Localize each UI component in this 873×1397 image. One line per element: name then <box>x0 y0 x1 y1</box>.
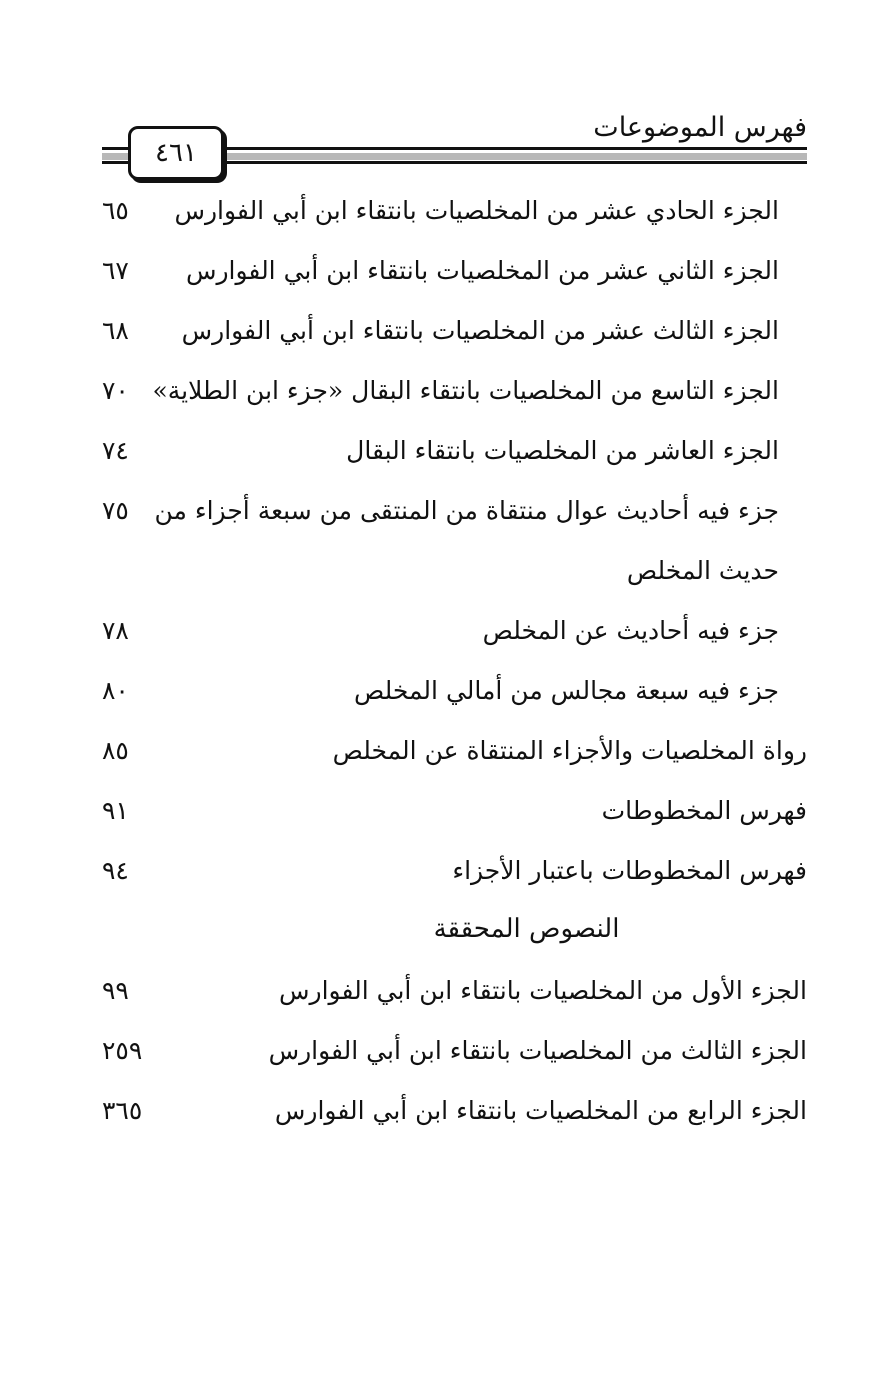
toc-entry <box>90 316 807 356</box>
toc-entry <box>90 796 807 836</box>
toc-entry-page: ٣٦٥ <box>102 1096 143 1125</box>
toc-entry-title: الجزء التاسع من المخلصيات بانتقاء البقال «جزء ابن الطلاية» <box>152 376 779 405</box>
toc-entry-page: ٢٥٩ <box>102 1036 143 1065</box>
toc-entry <box>90 1096 807 1136</box>
toc-entry-page: ٩٩ <box>102 976 129 1005</box>
toc-entry <box>90 496 807 536</box>
toc-entry-title: الجزء الرابع من المخلصيات بانتقاء ابن أبي الفوارس <box>274 1096 807 1125</box>
toc-entry-page: ٨٠ <box>102 676 129 705</box>
toc-entry-page: ٨٥ <box>102 736 129 765</box>
toc-entry-title: جزء فيه أحاديث عوال منتقاة من المنتقى من سبعة أجزاء من <box>154 496 779 525</box>
toc-entry-page: ٦٥ <box>102 196 129 225</box>
toc-entry-page: ٧٤ <box>102 436 129 465</box>
toc-entry-title: جزء فيه سبعة مجالس من أمالي المخلص <box>353 676 779 705</box>
toc-entry-title: حديث المخلص <box>626 556 779 585</box>
toc-entry-title: الجزء الثالث عشر من المخلصيات بانتقاء ابن أبي الفوارس <box>181 316 779 345</box>
page-number-box <box>128 126 224 180</box>
toc-entry-page: ٩١ <box>102 796 129 825</box>
toc-entry <box>90 256 807 296</box>
page-number: ٤٦١ <box>155 138 197 168</box>
section-heading <box>0 914 873 944</box>
toc-entry-page: ٩٤ <box>102 856 129 885</box>
toc-entry <box>90 856 807 896</box>
toc-entry-title: الجزء الثاني عشر من المخلصيات بانتقاء ابن أبي الفوارس <box>185 256 779 285</box>
toc-entry-title: الجزء الأول من المخلصيات بانتقاء ابن أبي الفوارس <box>279 976 807 1005</box>
toc-entry-page: ٧٨ <box>102 616 129 645</box>
toc-entry <box>90 976 807 1016</box>
toc-entry <box>90 616 807 656</box>
section-heading-text: النصوص المحققة <box>433 914 620 944</box>
toc-entry <box>90 436 807 476</box>
toc-entry-title: الجزء الثالث من المخلصيات بانتقاء ابن أبي الفوارس <box>268 1036 807 1065</box>
toc-entry-title: جزء فيه أحاديث عن المخلص <box>482 616 779 645</box>
toc-entry-title: رواة المخلصيات والأجزاء المنتقاة عن المخلص <box>332 736 807 765</box>
toc-entry <box>90 1036 807 1076</box>
toc-entry <box>90 676 807 716</box>
toc-entry <box>90 376 807 416</box>
toc-entry-page: ٦٧ <box>102 256 129 285</box>
toc-entry-continuation <box>90 556 807 596</box>
toc-entry <box>90 736 807 776</box>
toc-entry-title: فهرس المخطوطات <box>601 796 807 825</box>
toc-entry-title: الجزء العاشر من المخلصيات بانتقاء البقال <box>346 436 779 465</box>
toc-entry-title: فهرس المخطوطات باعتبار الأجزاء <box>452 856 807 885</box>
toc-entry-page: ٧٠ <box>102 376 129 405</box>
running-header-title: فهرس الموضوعات <box>593 112 807 143</box>
toc-entry <box>90 196 807 236</box>
toc-entry-page: ٧٥ <box>102 496 129 525</box>
toc-entry-title: الجزء الحادي عشر من المخلصيات بانتقاء ابن أبي الفوارس <box>174 196 779 225</box>
toc-entry-page: ٦٨ <box>102 316 129 345</box>
